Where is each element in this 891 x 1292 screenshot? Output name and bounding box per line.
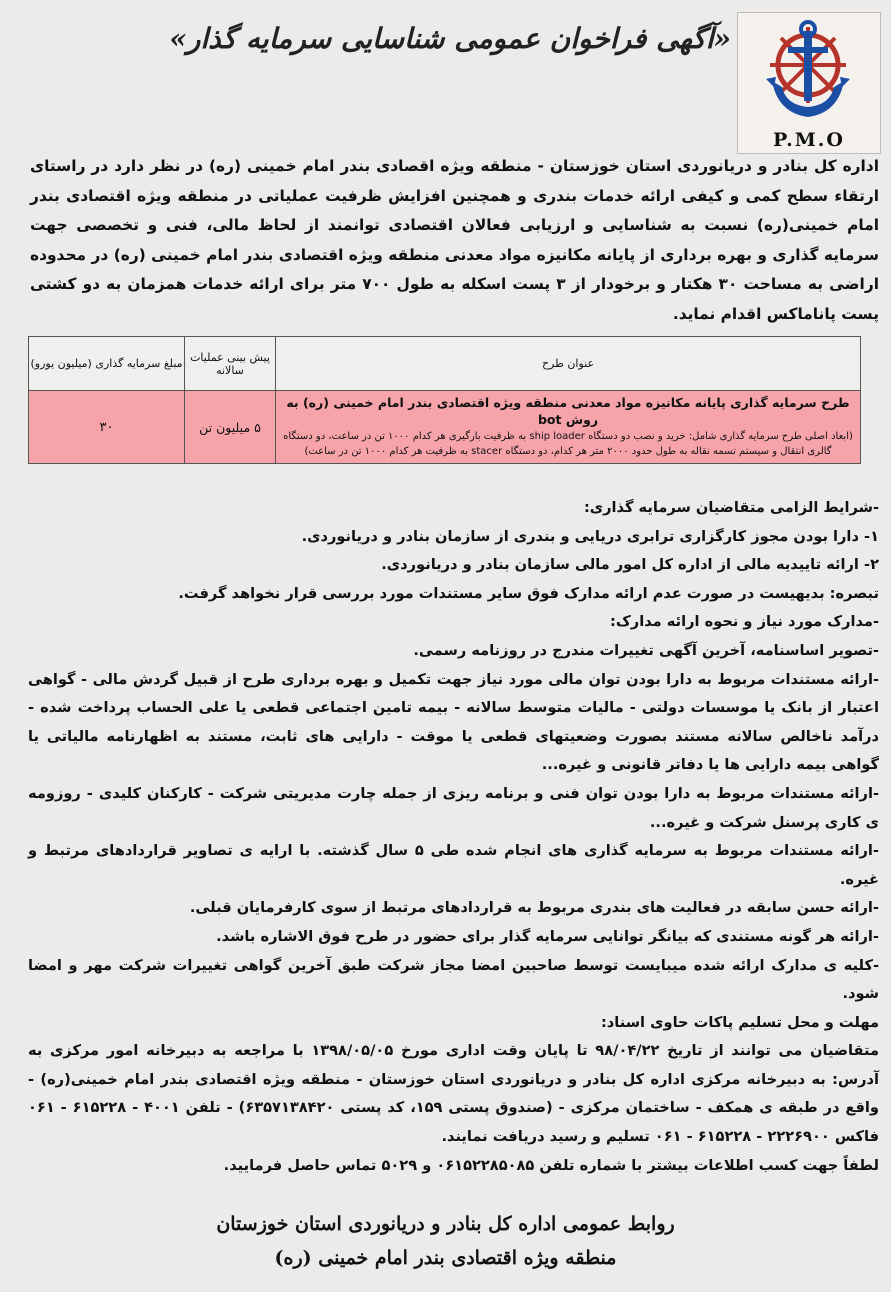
header-investment-amount: مبلغ سرمایه گذاری (میلیون یورو): [29, 337, 185, 391]
header-annual-operations: پیش بینی عملیات سالانه: [185, 337, 276, 391]
deadline-heading: مهلت و محل تسلیم پاکات حاوی اسناد:: [600, 1013, 879, 1031]
footer-line: روابط عمومی اداره کل بنادر و دریانوردی استان خوزستان: [216, 1213, 675, 1235]
signature-block: [0, 1207, 891, 1275]
anchor-helm-icon: [758, 17, 858, 125]
project-description-cell: [276, 391, 861, 464]
project-table: [28, 336, 861, 464]
document-item: -تصویر اساسنامه، آخرین آگهی تغییرات مندرج در روزنامه رسمی.: [413, 641, 879, 659]
submission-paragraph: متقاضیان می توانند از تاریخ ۹۸/۰۴/۲۲ تا پایان وقت اداری مورخ ۱۳۹۸/۰۵/۰۵ با مراجعه به دبیرخانه امور مرکزی به آدرس: به دبیرخانه مرکزی اداره کل بنادر و دریانوردی استان خوزستان - منطقه ویژه اقتصادی بندر امام خمینی(ره) - واقع در طبقه ی همکف - ساختمان مرکزی - (صندوق پستی ۱۵۹، کد پستی ۶۳۵۷۱۳۸۴۲۰) - تلفن ۴۰۰۱ - ۶۱۵۲۲۸ - ۰۶۱ فاکس ۲۲۲۶۹۰۰ - ۶۱۵۲۲۸ - ۰۶۱ تسلیم و رسید دریافت نمایند.: [28, 1042, 879, 1146]
project-title-line: [282, 395, 854, 429]
document-item: -ارائه هر گونه مستندی که بیانگر توانایی سرمایه گذار برای حضور در طرح فوق الاشاره باشد.: [216, 927, 879, 945]
pmo-logo: [737, 12, 881, 154]
document-item: -ارائه مستندات مربوط به دارا بودن توان مالی مورد نیاز جهت تکمیل و بهره برداری طرح از قبیل گردش مالی - گواهی اعتبار از بانک یا موسسات دولتی - مالیات متوسط سالانه - بیمه تامین اجتماعی قطعی یا علی الحساب پرداخت شده - درآمد ناخالص سالانه مستند بصورت وضعیتهای قطعی یا موقت - دارایی های ثابت، مستند به اظهارنامه مالیاتی یا گواهی بیمه دارایی ها یا دفاتر قانونی و غیره...: [28, 670, 879, 774]
documents-heading: -مدارک مورد نیاز و نحوه ارائه مدارک:: [610, 613, 879, 631]
document-item: -ارائه حسن سابقه در فعالیت های بندری مربوط به قراردادهای مرتبط از سوی کارفرمایان قبلی.: [189, 899, 879, 917]
document-item: -ارائه مستندات مربوط به سرمایه گذاری های انجام شده طی ۵ سال گذشته. با ارایه ی تصاویر قراردادهای مرتبط و غیره.: [28, 842, 879, 888]
contact-paragraph: لطفاً جهت کسب اطلاعات بیشتر با شماره تلفن ۰۶۱۵۲۲۸۵۰۸۵ و ۵۰۲۹ تماس حاصل فرمایید.: [223, 1156, 879, 1174]
table-row: [29, 391, 861, 464]
project-scope-line: (ابعاد اصلی طرح سرمایه گذاری شامل: خرید و نصب دو دستگاه ship loader به ظرفیت بارگیری هر کدام ۱۰۰۰ تن در ساعت، دو دستگاه گالری انتقال و سیستم تسمه نقاله به طول حدود ۲۰۰۰ متر هر کدام، دو دستگاه stacer به ظرفیت هر کدام ۱۰۰۰ تن در ساعت): [283, 431, 853, 457]
project-title-text: طرح سرمایه گذاری پایانه مکانیزه مواد معدنی منطقه ویژه اقتصادی بندر امام خمینی (ره) به روش bot: [286, 395, 850, 427]
requirement-item: ۱- دارا بودن مجوز کارگزاری ترابری دریایی و بندری از سازمان بنادر و دریانوردی.: [301, 527, 879, 545]
page-title: «آگهی فراخوان عمومی شناسایی سرمایه گذار»: [169, 22, 731, 55]
document-item: -ارائه مستندات مربوط به دارا بودن توان فنی و برنامه ریزی از جمله چارت مدیریتی شرکت - کارکنان کلیدی - روزومه ی کاری پرسنل شرکت و غیره...: [28, 784, 879, 831]
note-paragraph: تبصره: بدیهیست در صورت عدم ارائه مدارک فوق سایر مستندات مورد بررسی قرار نخواهد گرفت.: [178, 584, 879, 602]
header-project-title: عنوان طرح: [276, 337, 861, 391]
annual-operations-cell: ۵ میلیون تن: [185, 391, 276, 464]
logo-text: P.M.O: [773, 129, 845, 151]
requirements-heading: -شرایط الزامی متقاضیان سرمایه گذاری:: [583, 499, 879, 516]
document-item: -کلیه ی مدارک ارائه شده میبایست توسط صاحبین امضا مجاز شرکت طبق آخرین گواهی تغییرات شرکت مهر و امضا شود.: [28, 956, 879, 1003]
requirement-item: ۲- ارائه تاییدیه مالی از اداره کل امور مالی سازمان بنادر و دریانوردی.: [381, 556, 879, 574]
investment-amount-cell: ۳۰: [29, 391, 185, 464]
footer-line: منطقه ویژه اقتصادی بندر امام خمینی (ره): [274, 1247, 617, 1269]
intro-paragraph: اداره کل بنادر و دریانوردی استان خوزستان - منطقه ویژه اقصادی بندر امام خمینی (ره) در نظر دارد در راستای ارتقاء سطح کمی و کیفی ارائه خدمات بندری و همچنین افزایش ظرفیت عملیاتی در منطقه ویژه اقتصادی بندر امام خمینی(ره) نسبت به شناسایی و ارزیابی فعالان اقتصادی توانمند از لحاظ مالی، فنی و تخصصی جهت سرمایه گذاری و بهره برداری از پایانه مکانیزه مواد معدنی منطقه ویژه اقتصادی بندر امام خمینی (ره) در محدوده اراضی به مساحت ۳۰ هکتار و برخودار از ۳ پست اسکله به طول ۷۰۰ متر برای ارائه خدمات همزمان به دو کشتی پست پاناماکس اقدام نماید.: [30, 157, 879, 323]
conditions-section: [28, 494, 879, 1180]
table-header-row: [29, 337, 861, 391]
